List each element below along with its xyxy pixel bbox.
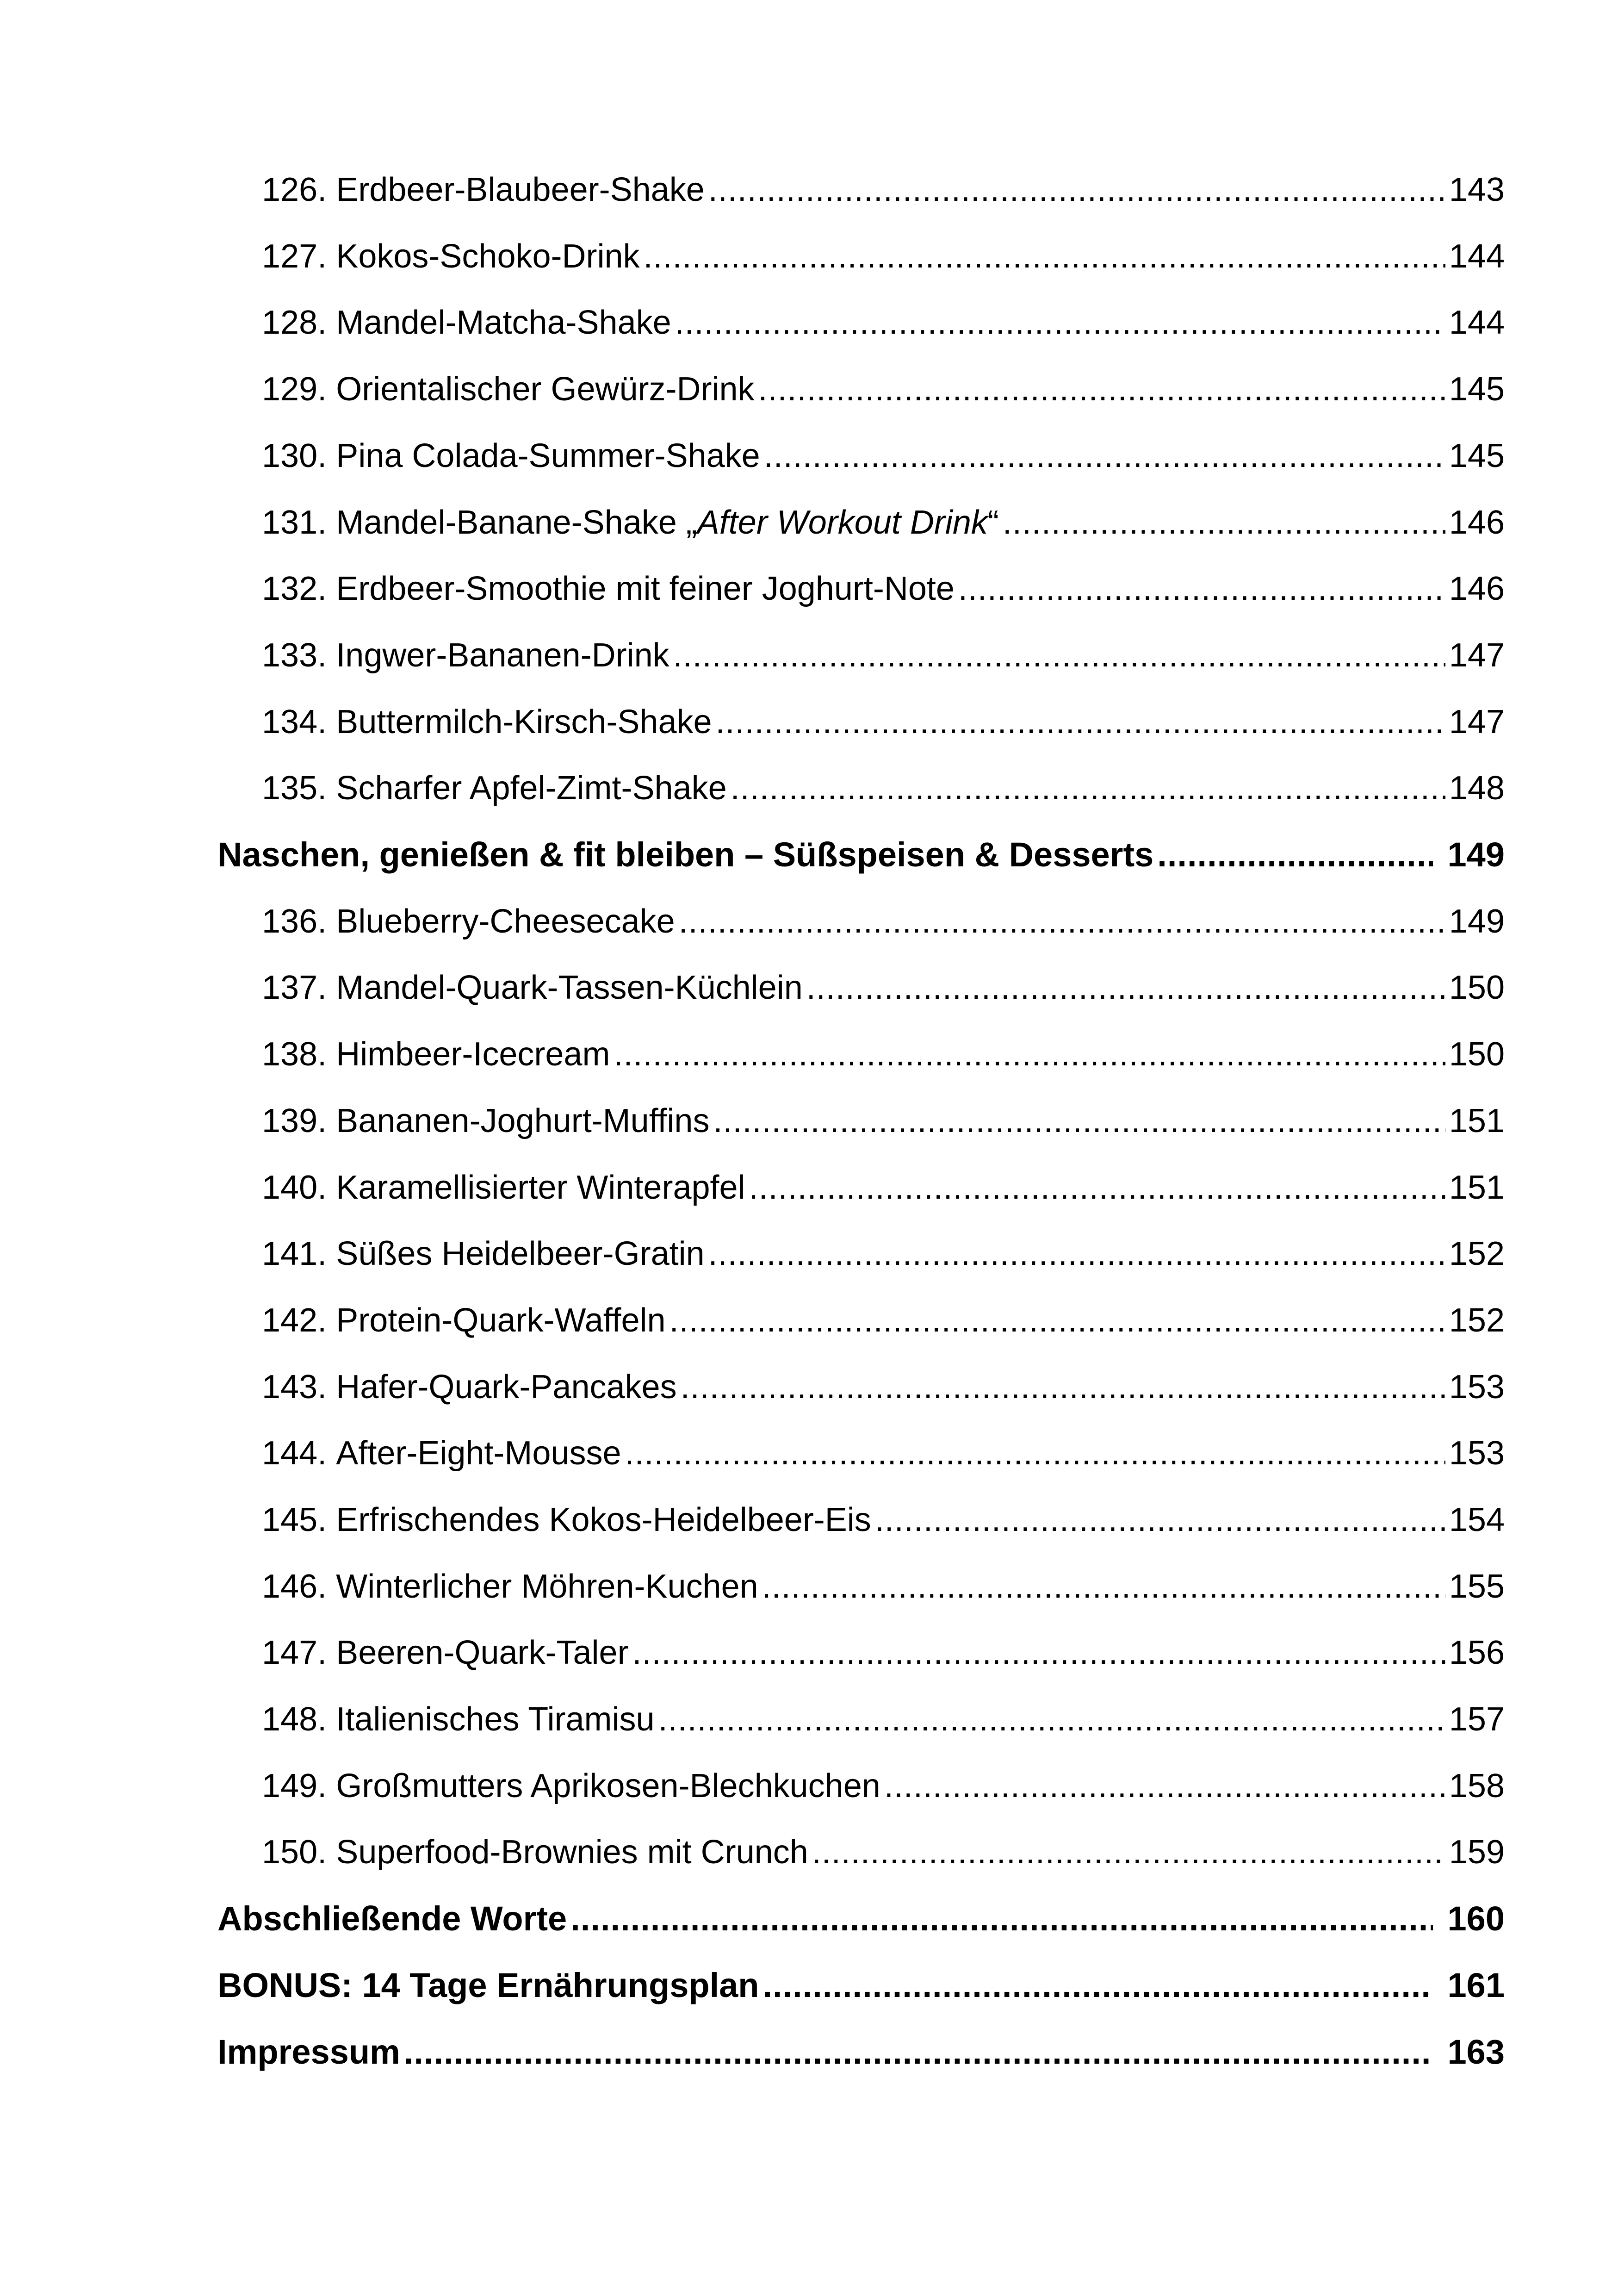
toc-entry-title	[262, 1559, 758, 1614]
toc-entry-number: 135.	[262, 770, 327, 807]
toc-entry-row[interactable]	[262, 1293, 1505, 1348]
toc-entry-row[interactable]	[262, 1425, 1505, 1481]
toc-page-number: 157	[1449, 1701, 1505, 1738]
toc-entry-number: 142.	[262, 1302, 327, 1339]
toc-page-number: 149	[1449, 903, 1505, 940]
toc-dot-leader	[614, 1027, 1445, 1082]
toc-page-number: 145	[1449, 371, 1505, 408]
toc-page-number: 159	[1449, 1834, 1505, 1871]
toc-page-number: 153	[1449, 1435, 1505, 1472]
toc-entry-title-text: Karamellisierter Winterapfel	[336, 1169, 745, 1206]
toc-entry-row[interactable]	[262, 894, 1505, 949]
toc-dot-leader	[806, 960, 1445, 1015]
toc-entry-number: 148.	[262, 1701, 327, 1738]
toc-page-number: 161	[1447, 1966, 1505, 2004]
toc-page-number: 150	[1449, 969, 1505, 1006]
toc-entry-number: 128.	[262, 304, 327, 341]
toc-entry-number: 144.	[262, 1435, 327, 1472]
toc-entry-title	[262, 1226, 705, 1282]
toc-dot-leader	[762, 1559, 1445, 1614]
toc-entry-title-text: Erfrischendes Kokos-Heidelbeer-Eis	[336, 1501, 871, 1538]
toc-entry-number: 130.	[262, 437, 327, 474]
toc-dot-leader	[675, 295, 1445, 350]
toc-entry-row[interactable]	[262, 162, 1505, 218]
toc-entry-row[interactable]	[262, 960, 1505, 1015]
toc-dot-leader	[764, 428, 1445, 484]
toc-entry-row[interactable]	[262, 1758, 1505, 1814]
toc-page-number: 155	[1449, 1568, 1505, 1605]
toc-entry-number: 134.	[262, 703, 327, 740]
toc-dot-leader	[875, 1492, 1445, 1548]
toc-dot-leader	[673, 628, 1445, 683]
toc-dot-leader	[658, 1692, 1445, 1747]
toc-entry-row[interactable]	[262, 628, 1505, 683]
toc-entry-number: 129.	[262, 371, 327, 408]
toc-page-number: 143	[1449, 171, 1505, 208]
toc-entry-title	[217, 2024, 400, 2080]
toc-entry-title-text: Bananen-Joghurt-Muffins	[336, 1102, 710, 1139]
toc-entry-title	[262, 162, 705, 218]
toc-entry-number: 132.	[262, 570, 327, 607]
toc-entry-number: 145.	[262, 1501, 327, 1538]
toc-entry-number: 150.	[262, 1834, 327, 1871]
toc-dot-leader	[812, 1824, 1445, 1880]
toc-entry-row[interactable]	[262, 295, 1505, 350]
toc-entry-number: 141.	[262, 1235, 327, 1272]
toc-entry-row[interactable]	[262, 561, 1505, 616]
toc-entry-title-text: Mandel-Matcha-Shake	[336, 304, 671, 341]
toc-page-number: 150	[1449, 1036, 1505, 1073]
toc-entry-title	[262, 1160, 745, 1215]
toc-entry-title	[262, 1027, 610, 1082]
toc-entry-row[interactable]	[262, 1027, 1505, 1082]
toc-entry-row[interactable]	[262, 1226, 1505, 1282]
toc-page-number: 146	[1449, 570, 1505, 607]
toc-dot-leader	[708, 1226, 1445, 1282]
toc-entry-title-text: Impressum	[217, 2033, 400, 2071]
toc-entry-title	[262, 1093, 709, 1149]
toc-entry-title-text: Kokos-Schoko-Drink	[336, 238, 640, 275]
toc-entry-number: 133.	[262, 637, 327, 674]
toc-dot-leader	[958, 561, 1445, 616]
toc-entry-title-text: Naschen, genießen & fit bleiben – Süßspeisen & Desserts	[217, 835, 1154, 874]
toc-dot-leader	[570, 1891, 1432, 1947]
toc-dot-leader	[708, 162, 1445, 218]
toc-entry-number: 126.	[262, 171, 327, 208]
toc-entry-title-text: Hafer-Quark-Pancakes	[336, 1369, 677, 1406]
toc-entry-title-text: Winterlicher Möhren-Kuchen	[336, 1568, 758, 1605]
toc-dot-leader	[716, 694, 1445, 750]
toc-entry-row[interactable]	[262, 1692, 1505, 1747]
toc-page-number: 154	[1449, 1501, 1505, 1538]
toc-page-number: 163	[1447, 2033, 1505, 2071]
toc-chapter-row[interactable]	[217, 2024, 1505, 2080]
toc-chapter-row[interactable]	[217, 827, 1505, 883]
toc-dot-leader	[679, 894, 1445, 949]
toc-page-number: 147	[1449, 637, 1505, 674]
toc-entry-row[interactable]	[262, 229, 1505, 284]
toc-entry-row[interactable]	[262, 1359, 1505, 1415]
toc-entry-title-italic: After Workout Drink	[697, 504, 988, 541]
toc-entry-title	[262, 561, 955, 616]
toc-dot-leader	[670, 1293, 1445, 1348]
toc-dot-leader	[758, 361, 1445, 417]
toc-entry-title	[217, 1891, 567, 1947]
toc-entry-title-text: After-Eight-Mousse	[336, 1435, 621, 1472]
toc-entry-title	[262, 229, 640, 284]
toc-entry-title	[262, 1625, 629, 1680]
toc-chapter-row[interactable]	[217, 1958, 1505, 2013]
toc-chapter-row[interactable]	[217, 1891, 1505, 1947]
toc-entry-title-text: Ingwer-Bananen-Drink	[336, 637, 670, 674]
toc-entry-title-text: Pina Colada-Summer-Shake	[336, 437, 760, 474]
toc-entry-row[interactable]	[262, 1093, 1505, 1149]
toc-page-number: 145	[1449, 437, 1505, 474]
toc-entry-title	[262, 495, 999, 550]
toc-entry-row[interactable]	[262, 1160, 1505, 1215]
toc-entry-title-text: Erdbeer-Blaubeer-Shake	[336, 171, 705, 208]
toc-entry-number: 139.	[262, 1102, 327, 1139]
toc-page-number: 149	[1447, 835, 1505, 874]
toc-entry-title	[262, 960, 803, 1015]
toc-page-number: 152	[1449, 1302, 1505, 1339]
toc-dot-leader	[731, 760, 1445, 816]
toc-entry-title-text: Mandel-Quark-Tassen-Küchlein	[336, 969, 803, 1006]
toc-page-number: 148	[1449, 770, 1505, 807]
toc-entry-title	[262, 1492, 871, 1548]
toc-entry-number: 127.	[262, 238, 327, 275]
toc-dot-leader	[681, 1359, 1445, 1415]
toc-entry-title-text: BONUS: 14 Tage Ernährungsplan	[217, 1966, 759, 2004]
toc-page-number: 146	[1449, 504, 1505, 541]
toc-entry-number: 140.	[262, 1169, 327, 1206]
toc-entry-number: 137.	[262, 969, 327, 1006]
toc-dot-leader	[625, 1425, 1445, 1481]
toc-entry-title	[262, 628, 670, 683]
toc-entry-row[interactable]	[262, 1559, 1505, 1614]
toc-entry-row[interactable]	[262, 495, 1505, 550]
toc-dot-leader	[1003, 495, 1445, 550]
toc-entry-title-text: Großmutters Aprikosen-Blechkuchen	[336, 1767, 880, 1804]
toc-dot-leader	[644, 229, 1445, 284]
toc-dot-leader	[763, 1958, 1433, 2013]
toc-entry-number: 136.	[262, 903, 327, 940]
toc-entry-title	[262, 295, 671, 350]
toc-entry-title-text: Süßes Heidelbeer-Gratin	[336, 1235, 705, 1272]
toc-entry-title-text: Scharfer Apfel-Zimt-Shake	[336, 770, 727, 807]
toc-entry-number: 143.	[262, 1369, 327, 1406]
toc-entry-title	[262, 361, 755, 417]
toc-entry-title-text: Orientalischer Gewürz-Drink	[336, 371, 755, 408]
toc-entry-title-text: Superfood-Brownies mit Crunch	[336, 1834, 808, 1871]
toc-dot-leader	[713, 1093, 1445, 1149]
toc-dot-leader	[404, 2024, 1433, 2080]
toc-entry-number: 146.	[262, 1568, 327, 1605]
toc-page-number: 144	[1449, 304, 1505, 341]
toc-entry-title	[262, 760, 727, 816]
toc-page-number: 151	[1449, 1169, 1505, 1206]
toc-page-number: 152	[1449, 1235, 1505, 1272]
toc-page-number: 160	[1447, 1899, 1505, 1938]
toc-page-number: 158	[1449, 1767, 1505, 1804]
toc-entry-row[interactable]	[262, 428, 1505, 484]
toc-entry-title-suffix: “	[987, 504, 999, 541]
toc-entry-title-text: Erdbeer-Smoothie mit feiner Joghurt-Note	[336, 570, 955, 607]
toc-entry-title	[217, 827, 1153, 883]
toc-entry-title	[217, 1958, 759, 2013]
toc-entry-title	[262, 1692, 655, 1747]
toc-page-number: 144	[1449, 238, 1505, 275]
toc-entry-row[interactable]	[262, 1625, 1505, 1680]
toc-entry-title-text: Italienisches Tiramisu	[336, 1701, 655, 1738]
toc-entry-row[interactable]	[262, 1824, 1505, 1880]
toc-entry-number: 147.	[262, 1634, 327, 1671]
toc-entry-title-text: Buttermilch-Kirsch-Shake	[336, 703, 712, 740]
toc-entry-title	[262, 894, 675, 949]
toc-page-number: 153	[1449, 1369, 1505, 1406]
toc-entry-row[interactable]	[262, 361, 1505, 417]
toc-entry-number: 149.	[262, 1767, 327, 1804]
toc-entry-title	[262, 1293, 666, 1348]
toc-entry-title	[262, 1359, 677, 1415]
toc-page-number: 156	[1449, 1634, 1505, 1671]
toc-entry-row[interactable]	[262, 1492, 1505, 1548]
toc-entry-title-text: Mandel-Banane-Shake „	[336, 504, 697, 541]
toc-entry-title-text: Beeren-Quark-Taler	[336, 1634, 629, 1671]
toc-dot-leader	[1157, 827, 1432, 883]
toc-entry-title-text: Blueberry-Cheesecake	[336, 903, 675, 940]
toc-page-number: 147	[1449, 703, 1505, 740]
toc-page-number: 151	[1449, 1102, 1505, 1139]
toc-entry-title	[262, 1425, 621, 1481]
toc-entry-number: 138.	[262, 1036, 327, 1073]
toc-entry-number: 131.	[262, 504, 327, 541]
toc-entry-title-text: Protein-Quark-Waffeln	[336, 1302, 666, 1339]
toc-entry-title-text: Abschließende Worte	[217, 1899, 567, 1938]
toc-dot-leader	[632, 1625, 1445, 1680]
toc-entry-title	[262, 694, 712, 750]
toc-entry-title	[262, 1758, 880, 1814]
toc-dot-leader	[884, 1758, 1445, 1814]
toc-entry-title	[262, 1824, 808, 1880]
toc-dot-leader	[749, 1160, 1445, 1215]
toc-entry-title-text: Himbeer-Icecream	[336, 1036, 610, 1073]
toc-entry-row[interactable]	[262, 694, 1505, 750]
toc-entry-title	[262, 428, 760, 484]
toc-entry-row[interactable]	[262, 760, 1505, 816]
